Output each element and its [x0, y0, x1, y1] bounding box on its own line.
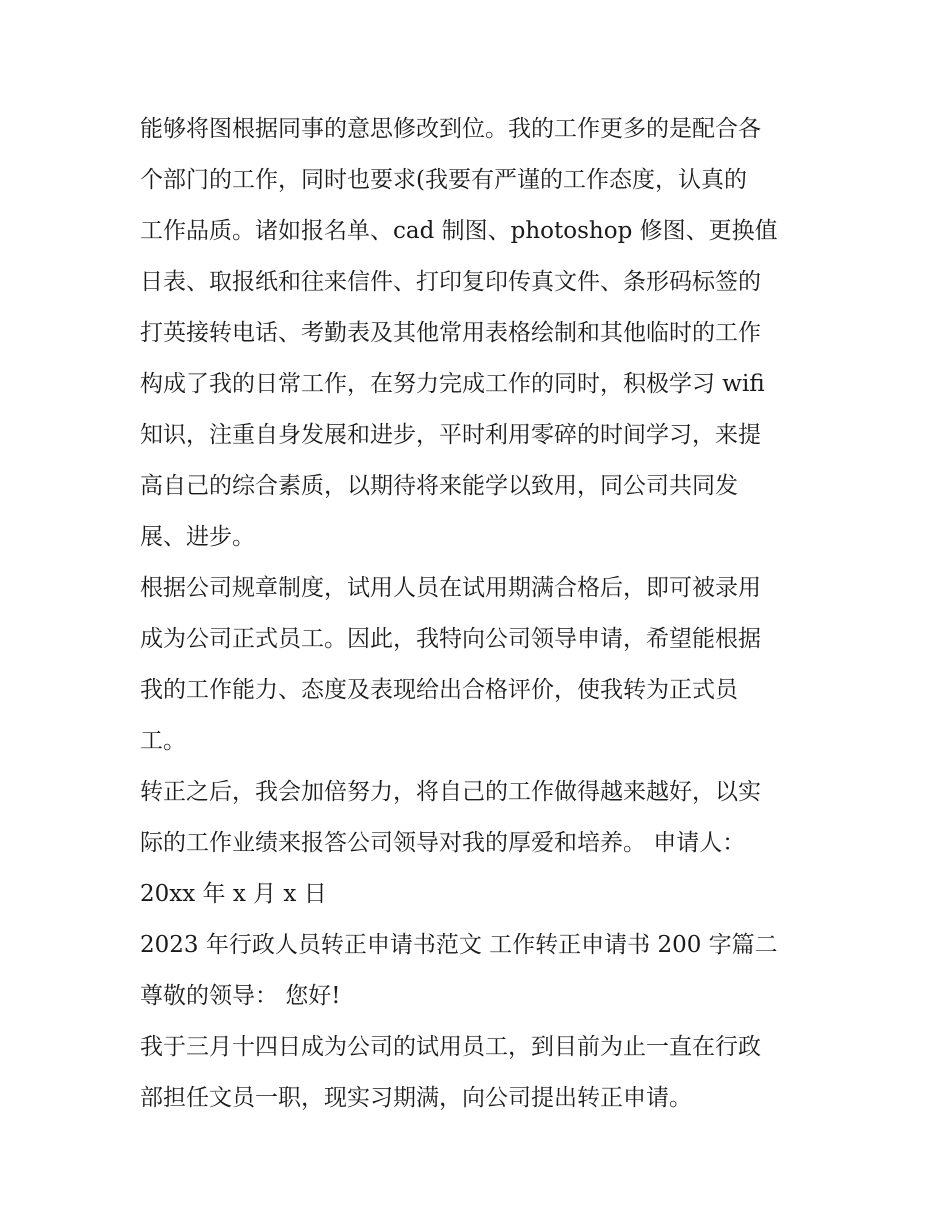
section-title: 2023 年行政人员转正申请书范文 工作转正申请书 200 字篇二: [140, 932, 778, 958]
text-line: 部担任文员一职，现实习期满，向公司提出转正申请。: [140, 1085, 692, 1111]
text-line: 展、进步。: [140, 524, 255, 550]
text-line: 我于三月十四日成为公司的试用员工，到目前为止一直在行政: [140, 1034, 761, 1060]
text-line: 日表、取报纸和往来信件、打印复印传真文件、条形码标签的: [140, 269, 761, 295]
text-line: 打英接转电话、考勤表及其他常用表格绘制和其他临时的工作: [140, 320, 761, 346]
text-line: 成为公司正式员工。因此，我特向公司领导申请，希望能根据: [140, 626, 761, 652]
text-line: 转正之后，我会加倍努力，将自己的工作做得越来越好，以实: [140, 779, 761, 805]
text-line: 际的工作业绩来报答公司领导对我的厚爱和培养。 申请人：: [140, 830, 746, 856]
text-line: 能够将图根据同事的意思修改到位。我的工作更多的是配合各: [140, 116, 761, 142]
text-line: 工。: [140, 728, 186, 754]
text-line: 高自己的综合素质，以期待将来能学以致用，同公司共同发: [140, 473, 738, 499]
text-line: 个部门的工作，同时也要求(我要有严谨的工作态度，认真的: [140, 167, 747, 193]
document-body: [140, 104, 830, 1124]
text-line: 工作品质。诸如报名单、cad 制图、photoshop 修图、更换值: [140, 218, 778, 244]
text-line: 知识，注重自身发展和进步，平时利用零碎的时间学习，来提: [140, 422, 761, 448]
text-line: 我的工作能力、态度及表现给出合格评价，使我转为正式员: [140, 677, 738, 703]
text-line: 根据公司规章制度，试用人员在试用期满合格后，即可被录用: [140, 575, 761, 601]
text-line: 构成了我的日常工作，在努力完成工作的同时，积极学习 wifi: [140, 371, 765, 397]
salutation: 尊敬的领导： 您好!: [140, 983, 341, 1009]
date-line: 20xx 年 x 月 x 日: [140, 881, 327, 907]
